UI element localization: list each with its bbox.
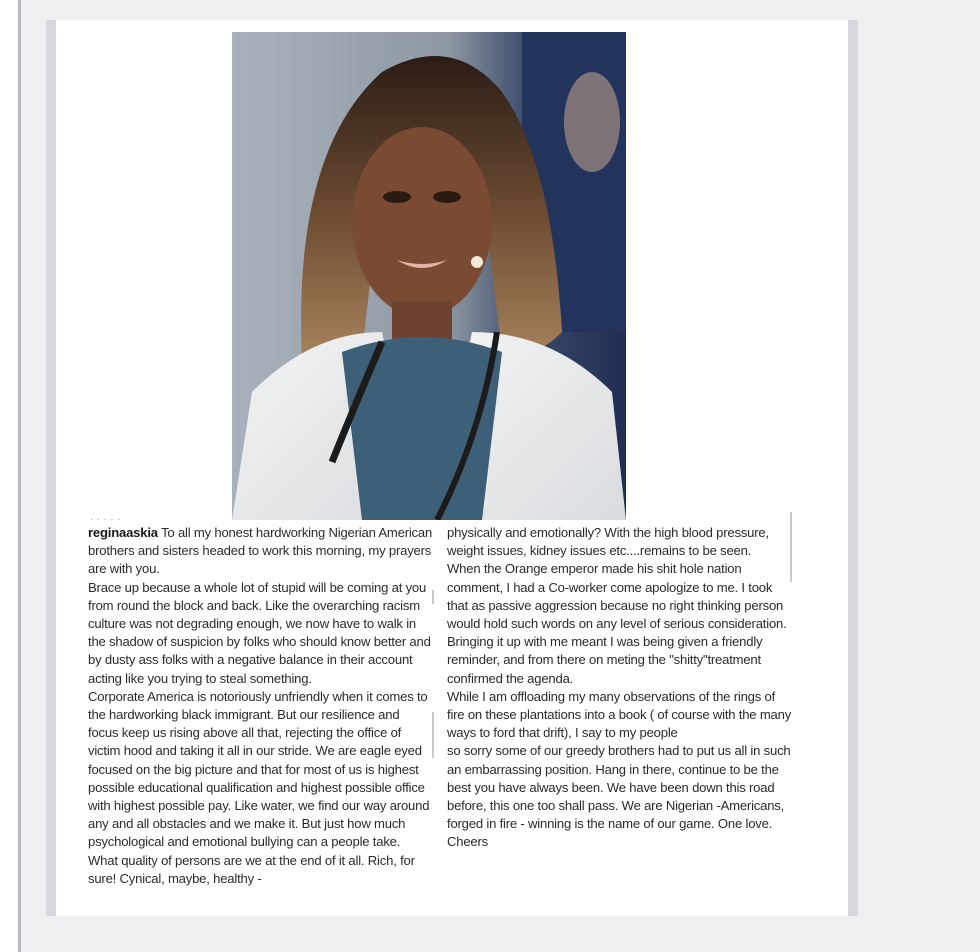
- caption-paragraph: so sorry some of our greedy brothers had to put us all in such an embarrassing position. Hang in there, continue to be the best you have always been. We have been down this road before, this one too shall pass. We are Nigerian -Americans, forged in fire - winning is the name of our game. One love.: [447, 743, 791, 832]
- portrait-image: [232, 32, 626, 520]
- column-divider-mark: [790, 512, 792, 582]
- caption-right-column: [447, 524, 792, 916]
- caption-paragraph: Cheers: [447, 834, 489, 850]
- caption-paragraph: While I am offloading my many observations of the rings of fire on these plantations into a book ( of course with the many ways to ford that drift), I say to my people: [447, 688, 792, 741]
- caption-paragraph: When the Orange emperor made his shit hole nation comment, I had a Co-worker come apologize to me. I took that as passive aggression because no right thinking person would hold such words on any level of serious consideration. Bringing it up with me meant I was being given a friendly reminder, and from there on meting the "shitty"treatment confirmed the agenda.: [447, 561, 787, 686]
- left-window-border: [0, 0, 21, 952]
- caption-text: To all my honest hardworking Nigerian American brothers and sisters headed to work this morning, my prayers are with you.: [88, 525, 433, 577]
- column-divider-mark: [432, 590, 434, 604]
- username[interactable]: reginaaskia: [88, 525, 158, 540]
- caption-paragraph: Corporate America is notoriously unfriendly when it comes to the hardworking black immigrant. But our resilience and focus keep us rising above all that, rejecting the office of victim hood and taking it all in our stride. We are eagle eyed focused on the big picture and that for most of us is highest possible educational qualification and highest possible office with highest possible pay. Like water, we find our way around any and all obstacles and we make it. But just how much psychological and emotional bullying can a people take. What quality of persons are we at the end of it all. Rich, for sure! Cynical, maybe, healthy -: [88, 688, 430, 886]
- caption-paragraph: physically and emotionally? With the high blood pressure, weight issues, kidney issues etc....remains to be seen.: [447, 525, 769, 559]
- caption-paragraph: Brace up because a whole lot of stupid will be coming at you from round the block and back. Like the overarching racism culture was not degrading enough, we now have to walk in the shadow of suspicion by folks who should know better and by dusty ass folks with a negative balance in their account acting like you trying to steal something.: [88, 579, 431, 686]
- column-divider-mark: [432, 712, 434, 758]
- caption-left-column: [88, 524, 433, 916]
- caption-paragraph: [88, 524, 433, 579]
- faded-handle-mark: · · · · ·: [90, 515, 122, 524]
- post-photo[interactable]: [232, 32, 626, 520]
